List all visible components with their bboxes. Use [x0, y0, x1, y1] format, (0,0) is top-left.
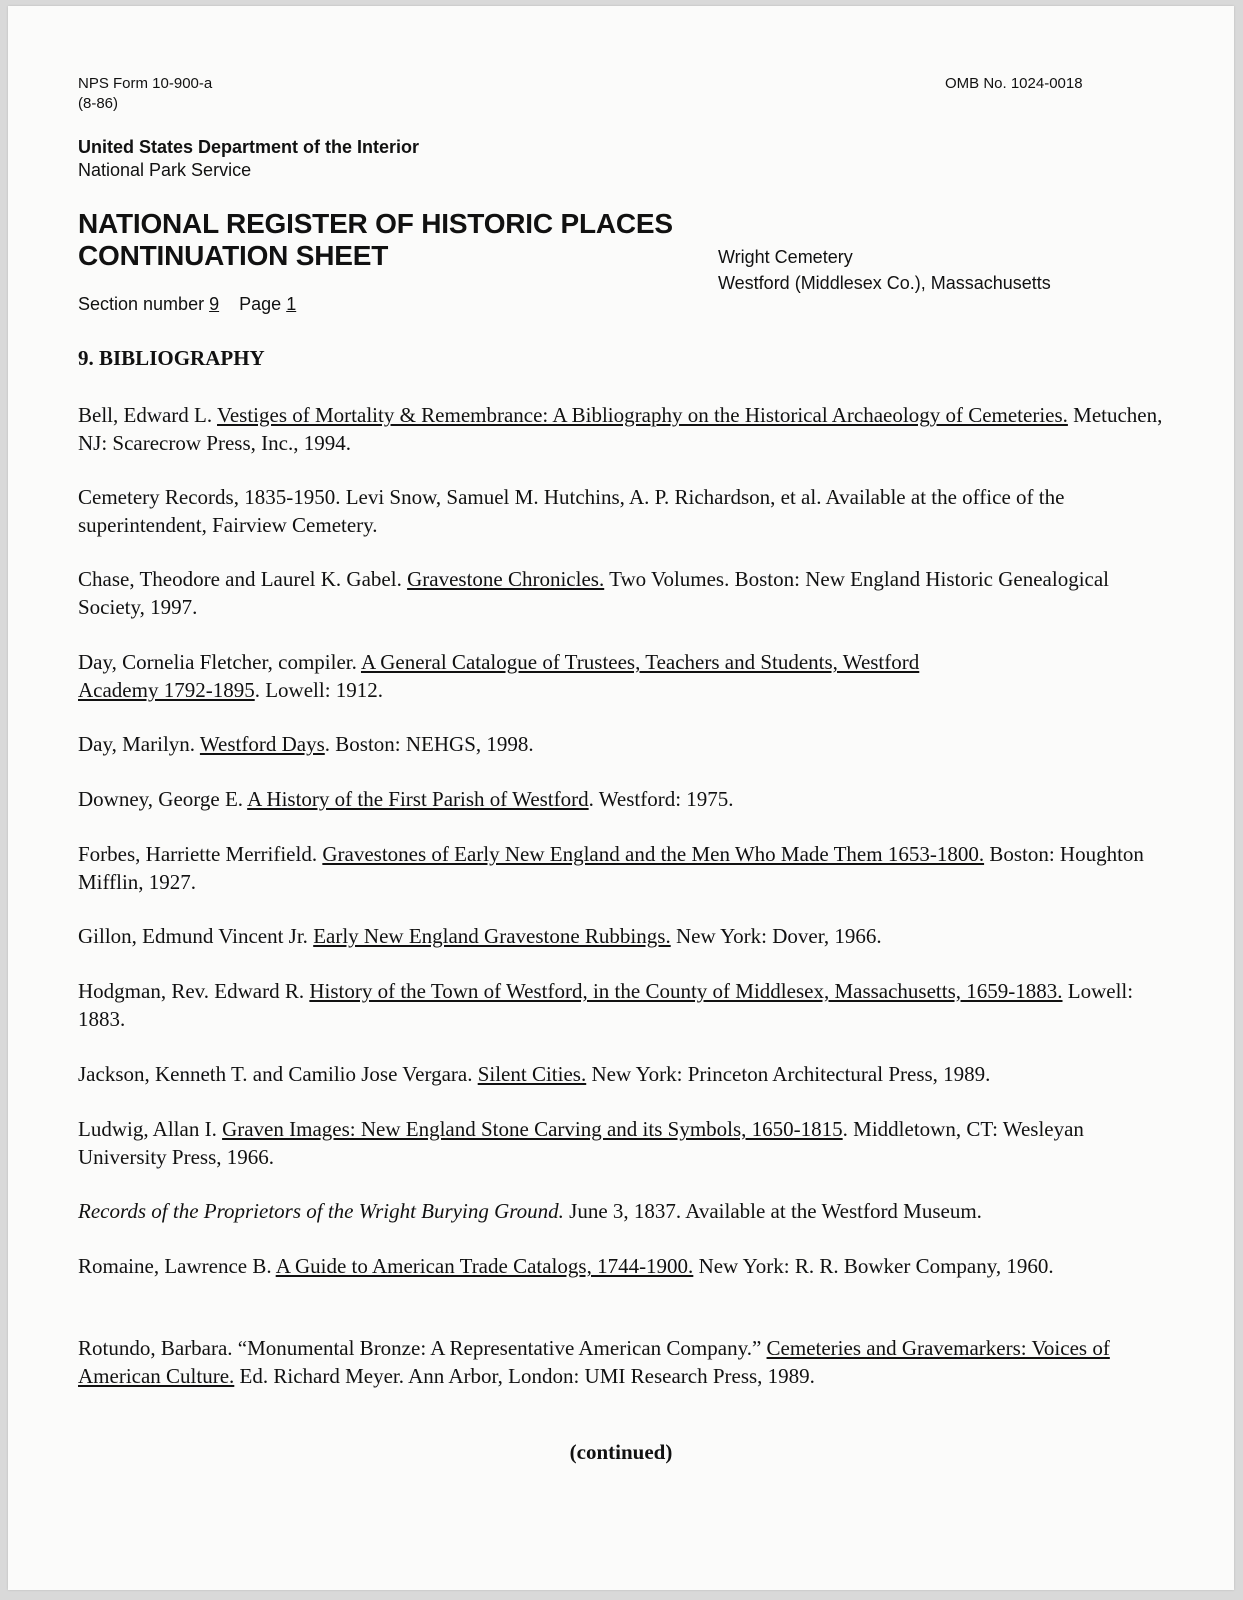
- document-page: [8, 6, 1234, 1590]
- page-label: Page: [239, 294, 282, 314]
- section-heading: 9. BIBLIOGRAPHY: [78, 346, 265, 370]
- entry-title: A Guide to American Trade Catalogs, 1744-1900.: [275, 1254, 694, 1278]
- entry-title: Gravestone Chronicles.: [407, 567, 605, 591]
- section-page-line: [78, 294, 296, 315]
- agency-block: [78, 136, 419, 182]
- bibliography-entry: Cemetery Records, 1835-1950. Levi Snow, Samuel M. Hutchins, A. P. Richardson, et al. Available at the office of the superintendent, Fairview Cemetery.: [78, 485, 1065, 537]
- entry-title: Records of the Proprietors of the Wright Burying Ground.: [78, 1199, 564, 1223]
- entry-title: Silent Cities.: [477, 1062, 587, 1086]
- property-info: [718, 244, 1051, 296]
- section-label: Section number: [78, 294, 205, 314]
- bibliography-entry: Chase, Theodore and Laurel K. Gabel. Gravestone Chronicles. Two Volumes. Boston: New England Historic Genealogical Society, 1997.: [78, 567, 1110, 619]
- entry-title: A History of the First Parish of Westford: [247, 787, 589, 811]
- bibliography-entry: Hodgman, Rev. Edward R. History of the Town of Westford, in the County of Middlesex, Massachusetts, 1659-1883. Lowell: 1883.: [78, 979, 1134, 1031]
- page-number: 1: [286, 294, 297, 314]
- entry-title: Westford Days: [199, 732, 325, 756]
- entry-title: Cemeteries and Gravemarkers: Voices of American Culture.: [78, 1336, 1110, 1388]
- entry-title: Vestiges of Mortality & Remembrance: A Bibliography on the Historical Archaeology of Cemeteries.: [217, 403, 1068, 427]
- entry-title: Early New England Gravestone Rubbings.: [313, 924, 671, 948]
- section-number: 9: [209, 294, 220, 314]
- entry-title: A General Catalogue of Trustees, Teachers and Students, Westford Academy 1792-1895: [78, 650, 920, 702]
- department-name: United States Department of the Interior: [78, 137, 420, 157]
- property-name: Wright Cemetery: [718, 247, 853, 267]
- form-title-line-2: CONTINUATION SHEET: [78, 240, 389, 271]
- bibliography-entry: Forbes, Harriette Merrifield. Gravestones of Early New England and the Men Who Made Them 1653-1800. Boston: Houghton Mifflin, 1927.: [78, 842, 1144, 894]
- bibliography-entry: Ludwig, Allan I. Graven Images: New England Stone Carving and its Symbols, 1650-1815. Middletown, CT: Wesleyan University Press, 1966.: [78, 1117, 1084, 1169]
- entry-title: Graven Images: New England Stone Carving and its Symbols, 1650-1815: [222, 1117, 843, 1141]
- form-number: NPS Form 10-900-a: [78, 75, 213, 92]
- bibliography-entry: Records of the Proprietors of the Wright Burying Ground. June 3, 1837. Available at the Westford Museum.: [78, 1199, 982, 1223]
- omb-number: OMB No. 1024-0018: [945, 75, 1083, 92]
- bibliography-entry: Downey, George E. A History of the First Parish of Westford. Westford: 1975.: [78, 787, 734, 811]
- bibliography-entry: Day, Cornelia Fletcher, compiler. A General Catalogue of Trustees, Teachers and Students, Westford Academy 1792-1895. Lowell: 1912.: [78, 650, 920, 702]
- form-title-line-1: NATIONAL REGISTER OF HISTORIC PLACES: [78, 208, 673, 239]
- continued-note: (continued): [569, 1440, 673, 1464]
- bibliography-entry: Gillon, Edmund Vincent Jr. Early New England Gravestone Rubbings. New York: Dover, 1966.: [78, 924, 882, 948]
- bibliography-entry: Bell, Edward L. Vestiges of Mortality & Remembrance: A Bibliography on the Historical Archaeology of Cemeteries. Metuchen, NJ: Scarecrow Press, Inc., 1994.: [78, 403, 1163, 455]
- property-location: Westford (Middlesex Co.), Massachusetts: [718, 273, 1051, 293]
- bibliography-entry: Day, Marilyn. Westford Days. Boston: NEHGS, 1998.: [78, 732, 534, 756]
- form-date: (8-86): [78, 95, 119, 112]
- entry-title: Gravestones of Early New England and the Men Who Made Them 1653-1800.: [322, 842, 985, 866]
- form-title: [78, 208, 673, 272]
- bibliography-entry: Jackson, Kenneth T. and Camilio Jose Vergara. Silent Cities. New York: Princeton Architectural Press, 1989.: [78, 1062, 991, 1086]
- form-identifier: [78, 74, 212, 114]
- service-name: National Park Service: [78, 160, 252, 180]
- entry-title: History of the Town of Westford, in the County of Middlesex, Massachusetts, 1659-1883.: [309, 979, 1063, 1003]
- bibliography-entry: Romaine, Lawrence B. A Guide to American Trade Catalogs, 1744-1900. New York: R. R. Bowker Company, 1960.: [78, 1254, 1054, 1278]
- bibliography-entry: Rotundo, Barbara. “Monumental Bronze: A Representative American Company.” Cemeteries and Gravemarkers: Voices of American Culture. Ed. Richard Meyer. Ann Arbor, London: UMI Research Press, 1989.: [78, 1336, 1110, 1388]
